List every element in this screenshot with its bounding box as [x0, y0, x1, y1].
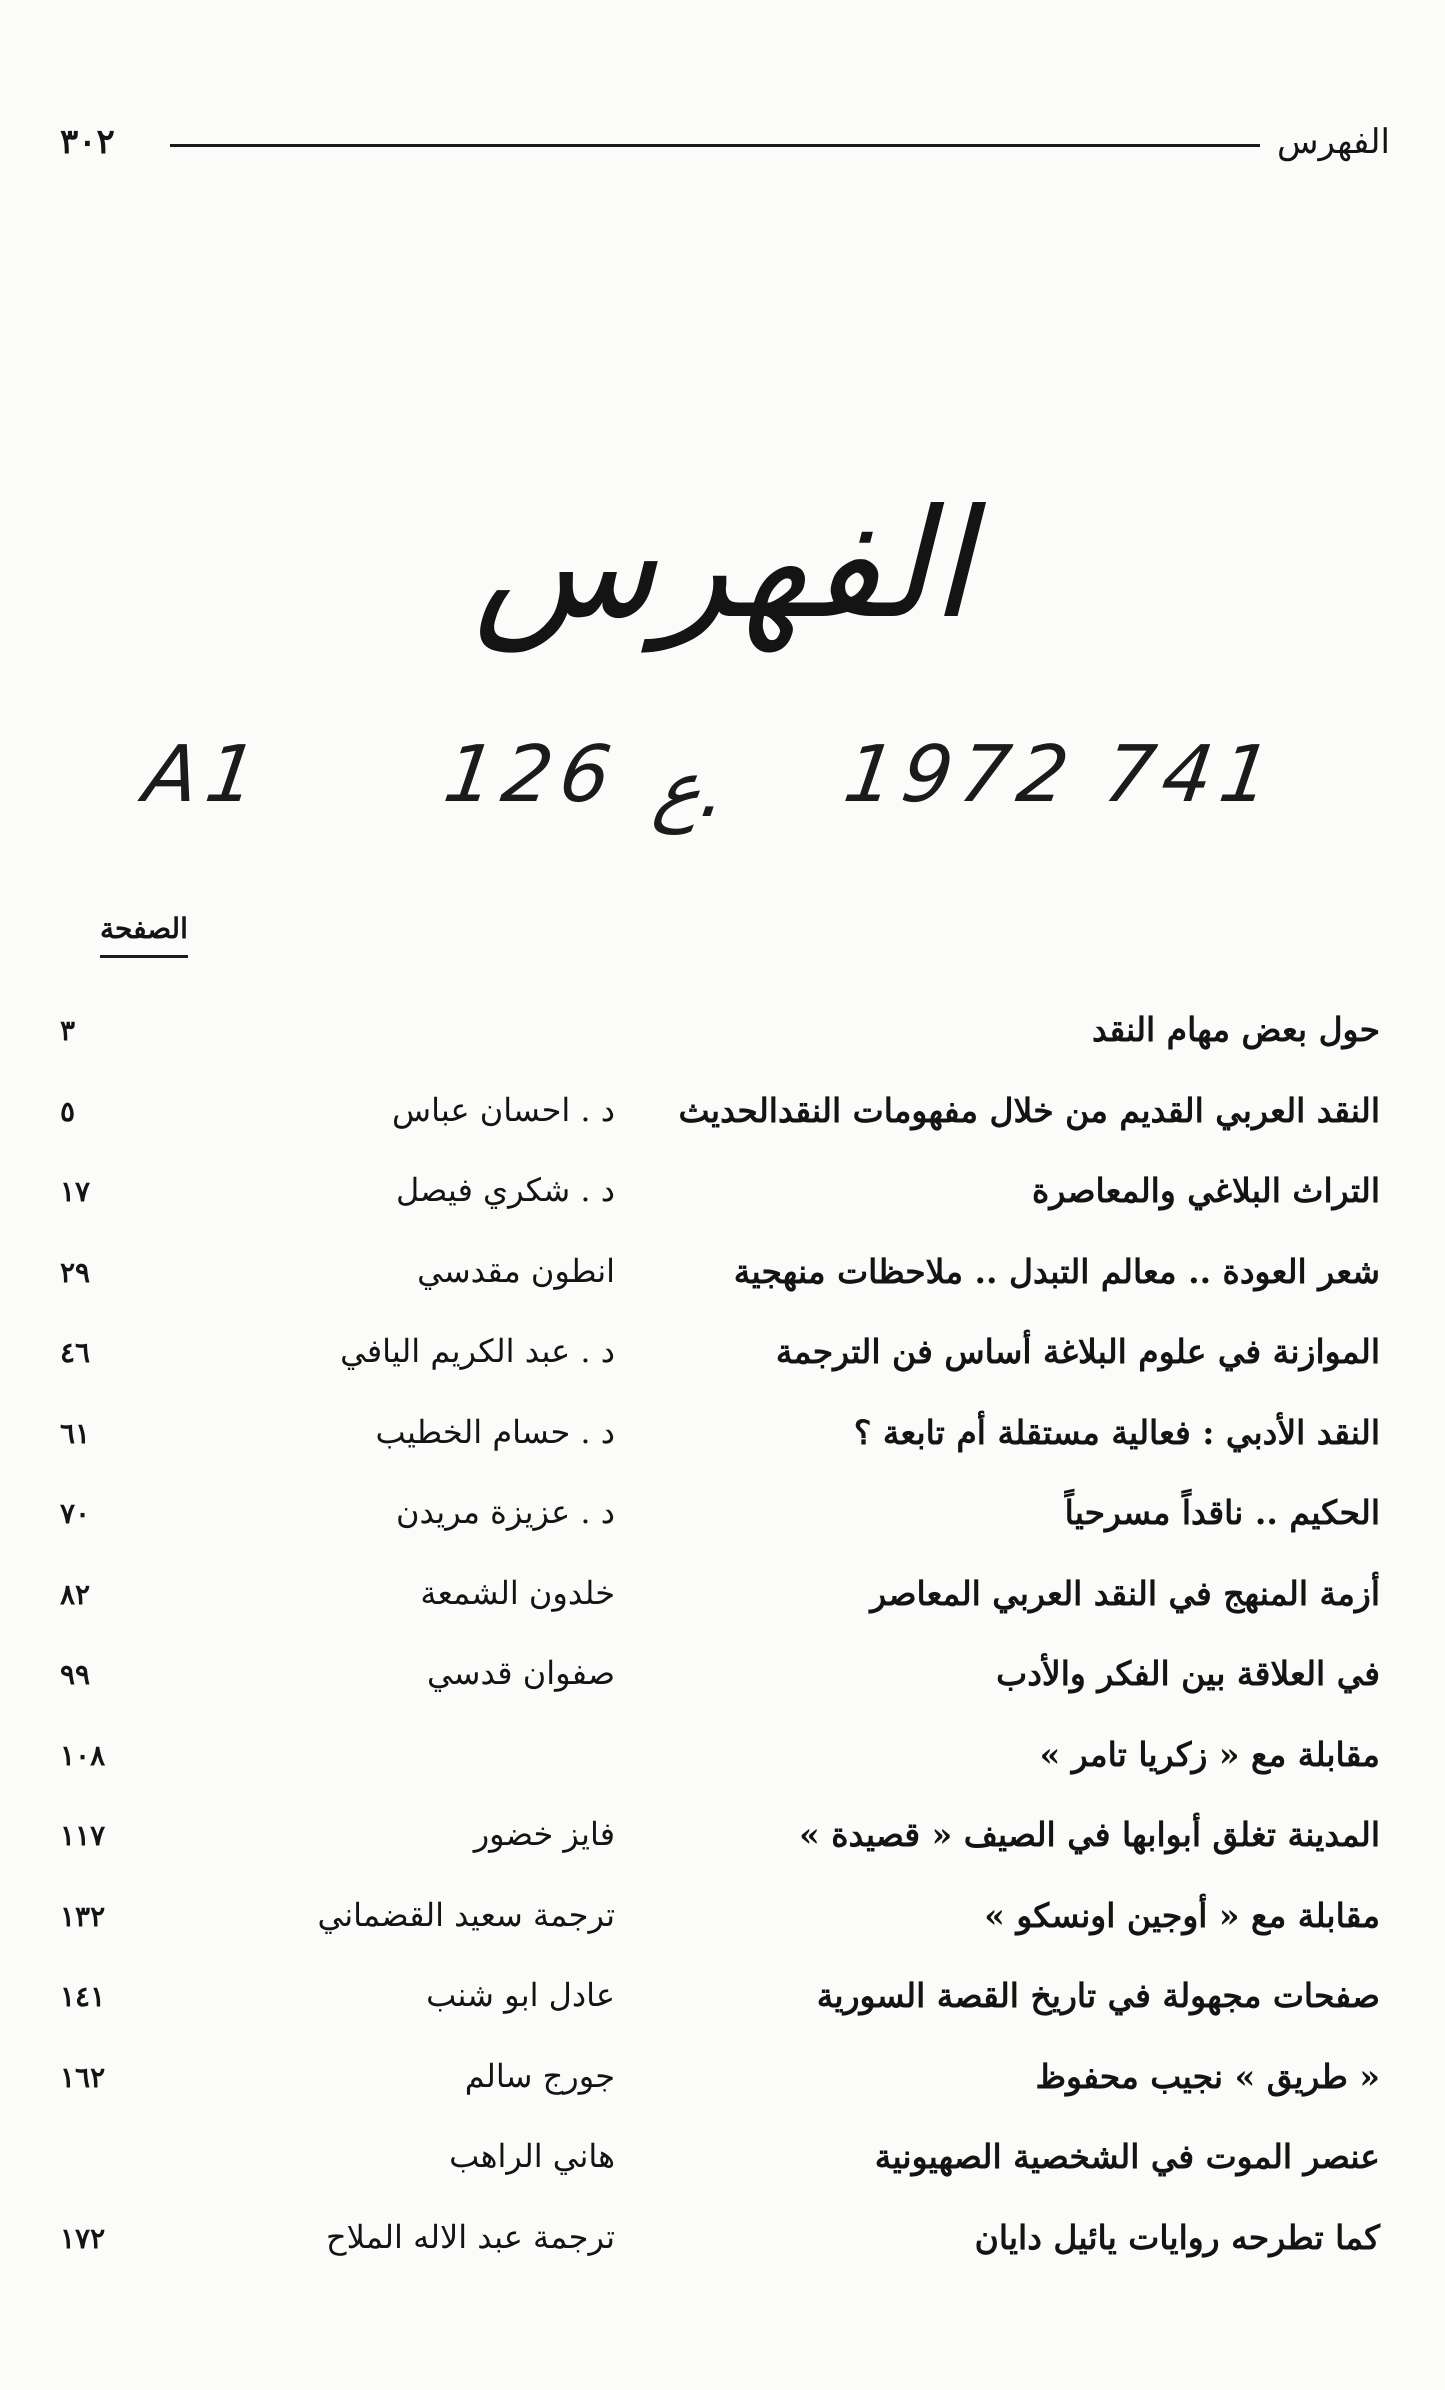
entry-title: الحكيم .. ناقداً مسرحياً — [1064, 1493, 1380, 1532]
entry-author: انطون مقدسي — [417, 1251, 615, 1290]
page-column-label: الصفحة — [100, 912, 188, 958]
entry-author: د . عزيزة مريدن — [395, 1493, 615, 1531]
toc-row — [50, 1252, 1380, 1333]
entry-title: في العلاقة بين الفكر والأدب — [996, 1654, 1380, 1693]
entry-title: أزمة المنهج في النقد العربي المعاصر — [870, 1573, 1380, 1613]
table-of-contents — [50, 1010, 1380, 2298]
entry-author: ترجمة عبد الاله الملاح — [326, 2217, 615, 2256]
entry-title: النقد الأدبي : فعالية مستقلة أم تابعة ؟ — [853, 1412, 1380, 1452]
entry-author: هاني الراهب — [449, 2137, 615, 2175]
toc-row — [50, 1574, 1380, 1655]
entry-page: ٤٦ — [60, 1336, 91, 1369]
running-page-number: ٣٠٢ — [60, 122, 115, 162]
toc-row — [50, 1493, 1380, 1574]
entry-title: « طريق » نجيب محفوظ — [1035, 2056, 1380, 2096]
entry-title: التراث البلاغي والمعاصرة — [1032, 1171, 1380, 1210]
entry-title: شعر العودة .. معالم التبدل .. ملاحظات منهجية — [733, 1251, 1380, 1291]
entry-author: خلدون الشمعة — [420, 1573, 615, 1612]
entry-author: فايز خضور — [473, 1815, 615, 1853]
running-header — [60, 118, 1390, 168]
toc-row — [50, 1091, 1380, 1172]
entry-title: مقابلة مع « زكريا تامر » — [1039, 1734, 1380, 1774]
entry-author: ترجمة سعيد القضماني — [317, 1895, 615, 1934]
entry-page: ١٤١ — [60, 1980, 106, 2013]
toc-row — [50, 1171, 1380, 1252]
entry-page: ١١٧ — [60, 1819, 106, 1852]
entry-author: د . عبد الكريم اليافي — [340, 1332, 615, 1370]
handwritten-call-number — [138, 720, 1345, 860]
toc-row — [50, 1413, 1380, 1494]
toc-row — [50, 1654, 1380, 1735]
entry-title: النقد العربي القديم من خلال مفهومات النقدالحديث — [678, 1090, 1380, 1130]
toc-row — [50, 2218, 1380, 2299]
entry-author: جورج سالم — [464, 2056, 615, 2095]
entry-page: ٣ — [60, 1014, 76, 1047]
entry-page: ٢٩ — [60, 1255, 91, 1289]
entry-page: ١٠٨ — [60, 1738, 106, 1772]
entry-page: ١٣٢ — [60, 1899, 106, 1933]
call-number-part-1: A1 — [138, 730, 271, 820]
call-number-part-3: ع. — [648, 745, 733, 835]
entry-page: ١٧ — [60, 1175, 91, 1208]
entry-title: الموازنة في علوم البلاغة أساس فن الترجمة — [775, 1332, 1380, 1371]
header-rule — [170, 144, 1260, 147]
toc-row — [50, 2057, 1380, 2138]
page-title: الفهرس — [473, 478, 972, 652]
toc-row — [50, 1010, 1380, 1091]
toc-row — [50, 1735, 1380, 1816]
toc-row — [50, 2137, 1380, 2218]
entry-author: د . شكري فيصل — [395, 1171, 615, 1209]
entry-page: ١٦٢ — [60, 2060, 106, 2094]
entry-page: ٧٠ — [60, 1497, 91, 1530]
entry-author: عادل ابو شنب — [426, 1976, 615, 2014]
entry-author: صفوان قدسي — [426, 1654, 615, 1692]
entry-title: مقابلة مع « أوجين اونسكو » — [984, 1895, 1380, 1935]
toc-row — [50, 1815, 1380, 1896]
toc-row — [50, 1976, 1380, 2057]
entry-author: د . احسان عباس — [392, 1090, 615, 1129]
entry-title: كما تطرحه روايات يائيل دايان — [974, 2217, 1380, 2257]
call-number-part-5: 741 — [1098, 730, 1285, 820]
running-header-title: الفهرس — [1277, 122, 1390, 162]
entry-author: د . حسام الخطيب — [375, 1412, 615, 1451]
entry-title: صفحات مجهولة في تاريخ القصة السورية — [816, 1976, 1380, 2015]
toc-row — [50, 1896, 1380, 1977]
entry-page: ٦١ — [60, 1416, 91, 1450]
entry-page: ٩٩ — [60, 1658, 91, 1691]
entry-page: ٨٢ — [60, 1577, 91, 1611]
entry-page: ٥ — [60, 1094, 76, 1128]
entry-title: عنصر الموت في الشخصية الصهيونية — [874, 2137, 1380, 2176]
call-number-part-4: 1972 — [838, 730, 1082, 820]
entry-page: ١٧٢ — [60, 2221, 106, 2255]
call-number-part-2: 126 — [438, 730, 625, 820]
entry-title: المدينة تغلق أبوابها في الصيف « قصيدة » — [799, 1815, 1380, 1854]
entry-title: حول بعض مهام النقد — [1092, 1010, 1380, 1049]
toc-row — [50, 1332, 1380, 1413]
